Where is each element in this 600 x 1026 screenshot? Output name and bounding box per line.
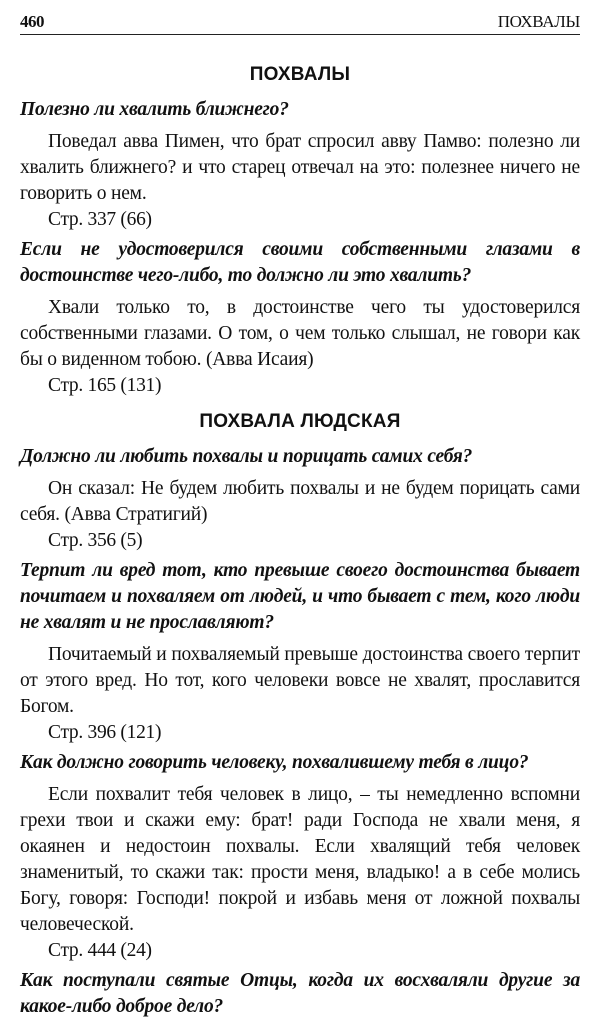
section-title: ПОХВАЛА ЛЮДСКАЯ (199, 411, 401, 432)
question: Как поступали святые Отцы, когда их восхваляли другие за какое-либо доброе дело? (20, 970, 580, 1017)
section-praise (20, 62, 580, 399)
header-rule (20, 34, 580, 35)
answer: Если похвалит тебя человек в лицо, – ты немедленно вспомни грехи твои и скажи ему: брат! ради Господа не хвали меня, я окаянен и недостоин похвалы. Если хвалящий тебя человек знаменитый, то скажи так: прости меня, владыко! а в себе молись Богу, говоря: Господи! покрой и избавь меня от ложной похвалы человеческой. (20, 784, 580, 935)
reference: Стр. 444 (24) (48, 940, 152, 961)
entry (20, 237, 580, 399)
answer: Почитаемый и похваляемый превыше достоинства своего терпит от этого вред. Но тот, кого человеки вовсе не хвалят, прославится Богом. (20, 644, 580, 717)
page-content (20, 62, 580, 1026)
entry (20, 444, 580, 554)
reference: Стр. 356 (5) (48, 530, 143, 551)
question: Как должно говорить человеку, похвалившему тебя в лицо? (20, 752, 529, 773)
section-human-praise (20, 409, 580, 1020)
answer: Он сказал: Не будем любить похвалы и не будем порицать сами себя. (Авва Стратигий) (20, 478, 580, 525)
reference: Стр. 396 (121) (48, 722, 162, 743)
entry (20, 97, 580, 233)
entry (20, 750, 580, 964)
entry (20, 968, 580, 1020)
running-header (20, 12, 580, 34)
question: Терпит ли вред тот, кто превыше своего достоинства бывает почитаем и похваляем от людей, и что бывает с тем, кого люди не хвалят и не прославляют? (20, 560, 580, 633)
section-title: ПОХВАЛЫ (249, 64, 351, 85)
question: Если не удостоверился своими собственными глазами в достоинстве чего-либо, то должно ли это хвалить? (20, 239, 580, 286)
running-title: ПОХВАЛЫ (497, 12, 580, 31)
page-number: 460 (20, 12, 44, 31)
answer: Хвали только то, в достоинстве чего ты удостоверился собственными глазами. О том, о чем только слышал, не говори как бы о виденном тобою. (Авва Исаия) (20, 297, 580, 370)
question: Полезно ли хвалить ближнего? (20, 99, 289, 120)
question: Должно ли любить похвалы и порицать самих себя? (20, 446, 473, 467)
answer: Поведал авва Пимен, что брат спросил авву Памво: полезно ли хвалить ближнего? и что старец отвечал на это: полезнее ничего не говорить о нем. (20, 131, 580, 204)
reference: Стр. 165 (131) (48, 375, 162, 396)
reference: Стр. 337 (66) (48, 209, 152, 230)
entry (20, 558, 580, 746)
